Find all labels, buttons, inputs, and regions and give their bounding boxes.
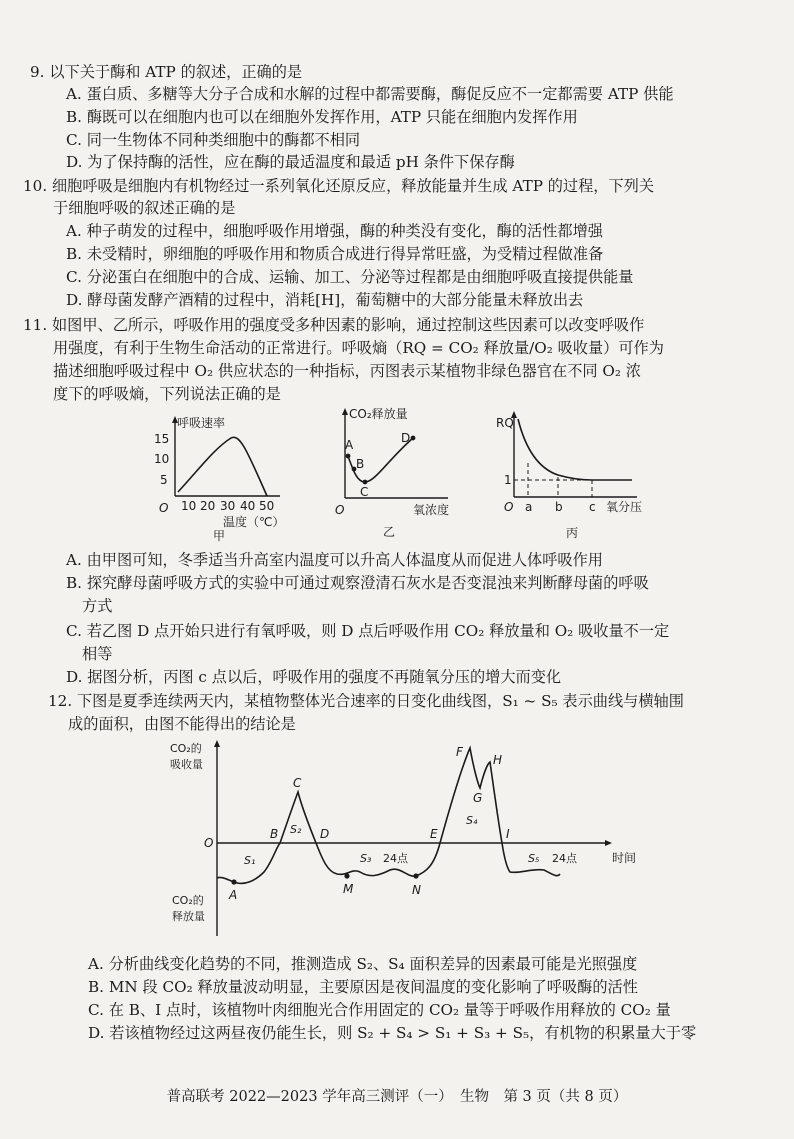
q12-label-d: D: [320, 827, 330, 841]
q10-stem-2: 于细胞呼吸的叙述正确的是: [53, 199, 236, 217]
figure-q12: [160, 736, 660, 941]
q11-stem-3: 描述细胞呼吸过程中 O₂ 供应状态的一种指标，丙图表示某植物非绿色器官在不同 O₂ 浓: [53, 362, 641, 380]
q11-stem-1: 11. 如图甲、乙所示，呼吸作用的强度受多种因素的影响，通过控制这些因素可以改变呼吸作: [23, 316, 645, 334]
q11-stem-2: 用强度，有利于生物生命活动的正常进行。呼吸熵（RQ = CO₂ 释放量/O₂ 吸收量）可作为: [53, 339, 664, 357]
bing-xtick-b: b: [555, 500, 563, 514]
q9-option-b: B. 酶既可以在细胞内也可以在细胞外发挥作用，ATP 只能在细胞内发挥作用: [66, 108, 578, 126]
yi-point-a: [346, 454, 351, 459]
q12-label-g: G: [473, 791, 483, 805]
jia-ytick-15: 15: [154, 432, 170, 446]
bing-ytick-1: 1: [504, 473, 512, 487]
q12-origin: O: [204, 836, 214, 850]
yi-point-c: [363, 480, 368, 485]
q12-label-f: F: [456, 745, 463, 759]
yi-label-d: D: [401, 431, 411, 445]
q11-option-b-2: 方式: [82, 597, 113, 615]
q12-x-arrow: [605, 840, 612, 846]
q12-area-s2: S₂: [290, 823, 302, 836]
q12-option-c: C. 在 B、I 点时，该植物叶肉细胞光合作用固定的 CO₂ 量等于呼吸作用释放的 CO₂ 量: [88, 1001, 671, 1019]
q12-label-n: N: [412, 883, 421, 897]
q12-option-a: A. 分析曲线变化趋势的不同，推测造成 S₂、S₄ 面积差异的因素最可能是光照强度: [88, 955, 638, 973]
q9-option-d: D. 为了保持酶的活性，应在酶的最适温度和最适 pH 条件下保存酶: [66, 153, 515, 171]
q12-label-c: C: [293, 776, 302, 790]
q12-ylabel-bottom-2: 释放量: [172, 910, 205, 923]
bing-caption: 丙: [566, 526, 579, 540]
jia-xlabel: 温度（℃）: [223, 515, 285, 529]
q12-ylabel-top-2: 吸收量: [170, 758, 203, 771]
figure-yi: [333, 402, 483, 542]
bing-origin: O: [504, 500, 514, 514]
q12-point-m: [344, 873, 349, 878]
yi-point-d: [411, 436, 416, 441]
q10-option-c: C. 分泌蛋白在细胞中的合成、运输、加工、分泌等过程都是由细胞呼吸直接提供能量: [66, 268, 634, 286]
bing-xtick-a: a: [525, 500, 533, 514]
q11-option-d: D. 据图分析，丙图 c 点以后，呼吸作用的强度不再随氧分压的增大而变化: [66, 668, 562, 686]
figure-bing: [492, 405, 672, 545]
q12-y-arrow: [214, 740, 220, 747]
q11-option-a: A. 由甲图可知，冬季适当升高室内温度可以升高人体温度从而促进人体呼吸作用: [66, 551, 603, 569]
q11-option-c-1: C. 若乙图 D 点开始只进行有氧呼吸，则 D 点后呼吸作用 CO₂ 释放量和 O₂ 吸收量不一定: [66, 622, 670, 640]
q11-option-b-1: B. 探究酵母菌呼吸方式的实验中可通过观察澄清石灰水是否变混浊来判断酵母菌的呼吸: [66, 574, 649, 592]
figure-jia: [145, 408, 295, 543]
q12-xlabel: 时间: [612, 851, 637, 865]
q9-stem: 9. 以下关于酶和 ATP 的叙述，正确的是: [30, 63, 303, 81]
q12-ylabel-bottom-1: CO₂的: [172, 894, 204, 907]
jia-xtick-20: 20: [200, 499, 216, 513]
q12-label-a: A: [229, 888, 238, 902]
q12-midnight-2: 24点: [552, 852, 577, 865]
jia-caption: 甲: [213, 529, 226, 543]
yi-ylabel: CO₂释放量: [349, 407, 408, 421]
yi-y-arrow: [342, 408, 348, 415]
jia-xtick-50: 50: [259, 499, 275, 513]
q12-point-n: [413, 873, 418, 878]
q12-label-e: E: [430, 827, 438, 841]
yi-label-c: C: [360, 485, 369, 499]
yi-caption: 乙: [383, 525, 396, 539]
q12-area-s5: S₅: [528, 852, 540, 865]
jia-ytick-10: 10: [154, 452, 170, 466]
q12-area-s3: S₃: [360, 852, 372, 865]
q10-option-d: D. 酵母菌发酵产酒精的过程中，消耗[H]，葡萄糖中的大部分能量未释放出去: [66, 291, 584, 309]
q12-label-m: M: [343, 882, 354, 896]
q10-stem-1: 10. 细胞呼吸是细胞内有机物经过一系列氧化还原反应，释放能量并生成 ATP 的过程，下列关: [23, 177, 655, 195]
q12-area-s4: S₄: [466, 814, 478, 827]
q12-label-i: I: [506, 827, 510, 841]
q12-midnight-1: 24点: [383, 852, 408, 865]
q12-area-s1: S₁: [244, 854, 256, 867]
jia-xtick-30: 30: [220, 499, 236, 513]
q12-option-d: D. 若该植物经过这两昼夜仍能生长，则 S₂ + S₄ > S₁ + S₃ + S₅，有机物的积累量大于零: [88, 1024, 697, 1042]
q12-stem-1: 12. 下图是夏季连续两天内，某植物整体光合速率的日变化曲线图，S₁ ~ S₅ 表示曲线与横轴围: [48, 692, 684, 710]
jia-curve: [178, 437, 267, 496]
yi-label-b: B: [356, 457, 365, 471]
q12-label-b: B: [270, 827, 279, 841]
q11-stem-4: 度下的呼吸熵，下列说法正确的是: [53, 385, 281, 403]
jia-xtick-40: 40: [240, 499, 256, 513]
jia-xtick-10: 10: [181, 499, 197, 513]
q11-option-c-2: 相等: [82, 645, 113, 663]
jia-ytick-5: 5: [160, 473, 168, 487]
yi-label-a: A: [345, 438, 354, 452]
q12-ylabel-top-1: CO₂的: [170, 742, 202, 755]
jia-origin: O: [159, 501, 169, 515]
jia-ylabel: 呼吸速率: [177, 416, 226, 430]
q9-option-c: C. 同一生物体不同种类细胞中的酶都不相同: [66, 131, 361, 149]
yi-xlabel: 氧浓度: [413, 503, 450, 517]
bing-ylabel: RQ: [496, 416, 514, 430]
q10-option-b: B. 未受精时，卵细胞的呼吸作用和物质合成进行得异常旺盛，为受精过程做准备: [66, 245, 604, 263]
bing-curve: [518, 419, 632, 480]
bing-xtick-c: c: [589, 500, 596, 514]
q10-option-a: A. 种子萌发的过程中，细胞呼吸作用增强，酶的种类没有变化，酶的活性都增强: [66, 222, 603, 240]
bing-xlabel: 氧分压: [606, 500, 643, 514]
yi-origin: O: [335, 503, 345, 517]
page-footer: 普高联考 2022—2023 学年高三测评（一） 生物 第 3 页（共 8 页）: [166, 1089, 628, 1105]
q12-label-h: H: [493, 753, 503, 767]
q12-option-b: B. MN 段 CO₂ 释放量波动明显，主要原因是夜间温度的变化影响了呼吸酶的活性: [88, 978, 638, 996]
q12-stem-2: 成的面积，由图不能得出的结论是: [68, 715, 296, 733]
q12-point-a: [231, 879, 236, 884]
q9-option-a: A. 蛋白质、多糖等大分子合成和水解的过程中都需要酶，酶促反应不一定都需要 ATP 供能: [66, 85, 674, 103]
